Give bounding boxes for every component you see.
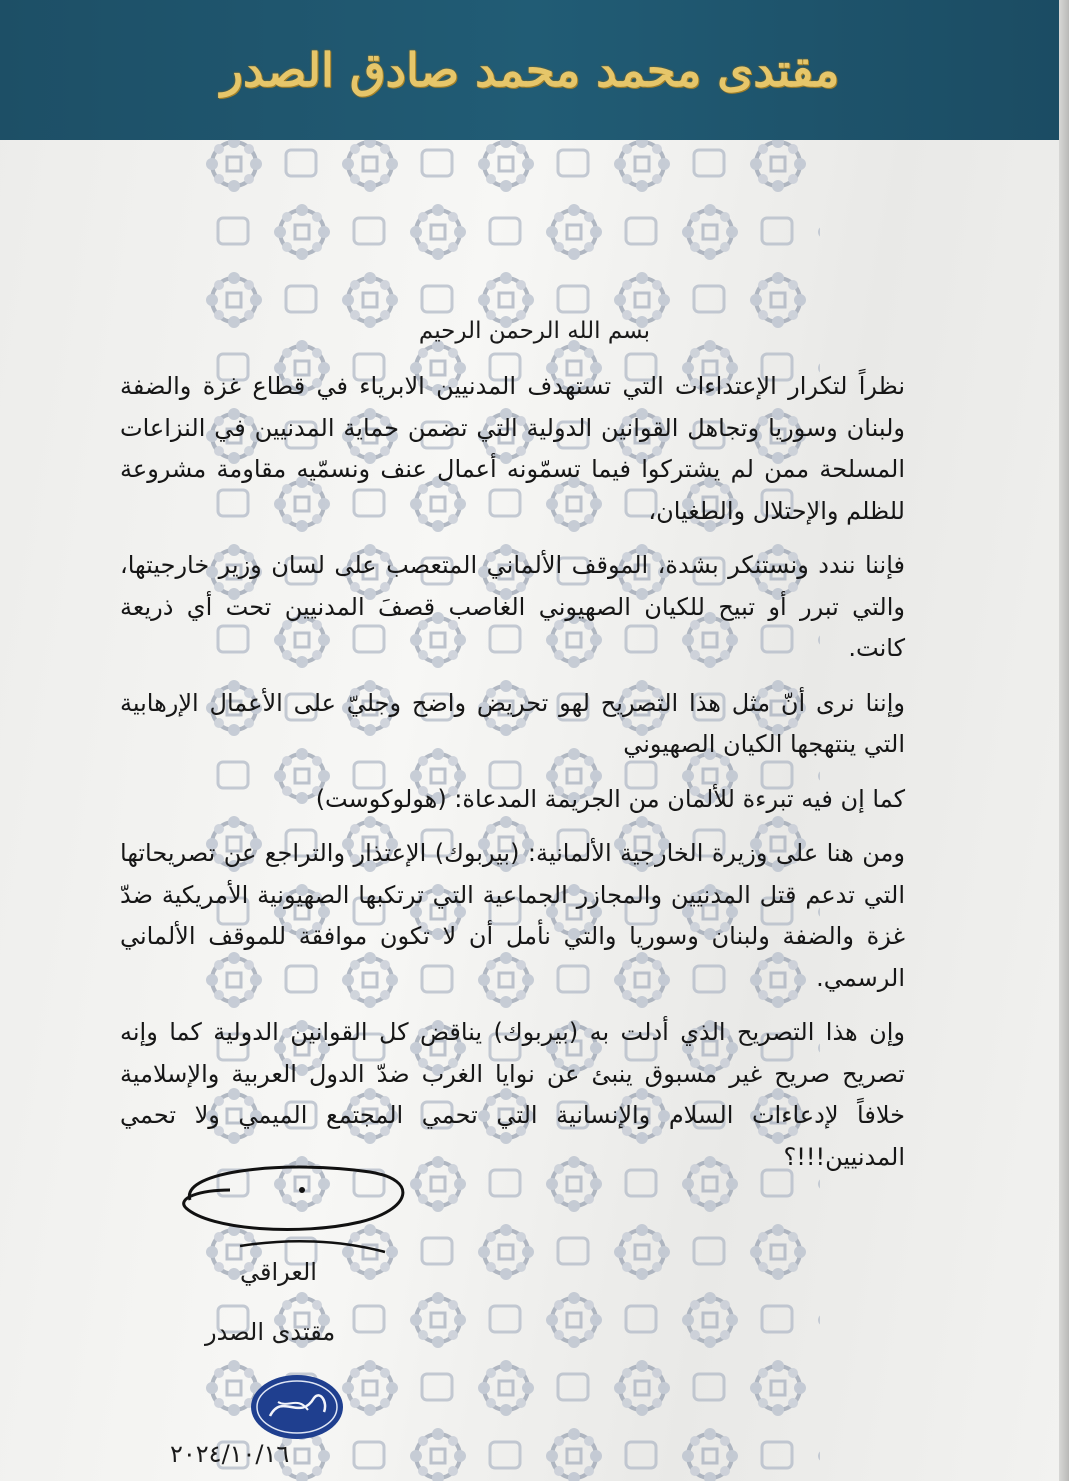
- letter-date: ٢٠٢٤/١٠/١٦: [170, 1440, 290, 1468]
- letterhead-title: مقتدى محمد محمد صادق الصدر: [220, 43, 840, 97]
- handwritten-signature: [170, 1150, 430, 1270]
- seal-stamp-icon: [248, 1372, 346, 1442]
- paragraph-4: كما إن فيه تبرءة للألمان من الجريمة المدعاة: (هولوكوست): [315, 784, 905, 813]
- signature-name: مقتدى الصدر: [205, 1318, 336, 1346]
- letter-body: [120, 366, 905, 1191]
- bismillah: بسم الله الرحمن الرحيم: [418, 318, 651, 344]
- paragraph-1: نظراً لتكرار الإعتداءات التي تستهدف المدنيين الابرياء في قطاع غزة والضفة ولبنان وسوريا وتجاهل القوانين الدولية التي تضمن حماية المدنيين في النزاعات المسلحة ممن لم يشتركوا فيما تسمّونه أعمال عنف ونسمّيه مقاومة مشروعة للظلم والإحتلال والطغيان،: [120, 372, 905, 525]
- paragraph-6: وإن هذا التصريح الذي أدلت به (بيربوك) يناقض كل القوانين الدولية كما وإنه تصريح صريح غير مسبوق ينبئ عن نوايا الغرب ضدّ الدول العربية والإسلامية خلافاً لإدعاءات السلام والإنسانية التي تحمي المجتمع الميمي ولا تحمي المدنيين!!!؟: [120, 1018, 905, 1171]
- page-edge: [1059, 0, 1069, 1481]
- signature-nationality: العراقي: [240, 1258, 317, 1286]
- signature-icon: [170, 1150, 430, 1270]
- letterhead-banner: [0, 0, 1060, 140]
- paragraph-2: فإننا نندد ونستنكر بشدة، الموقف الألماني المتعصب على لسان وزير خارجيتها، والتي تبرر أو تبيح للكيان الصهيوني الغاصب قصفَ المدنيين تحت أي ذريعة كانت.: [120, 551, 905, 662]
- paragraph-3: وإننا نرى أنّ مثل هذا التصريح لهو تحريض واضح وجليّ على الأعمال الإرهابية التي ينتهجها الكيان الصهيوني: [120, 688, 905, 758]
- paragraph-5: ومن هنا على وزيرة الخارجية الألمانية: (بيربوك) الإعتذار والتراجع عن تصريحاتها التي تدعم قتل المدنيين والمجازر الجماعية التي ترتكبها الصهيونية الأمريكية ضدّ غزة والضفة ولبنان وسوريا والتي نأمل أن لا تكون موافقة للموقف الألماني الرسمي.: [120, 839, 905, 992]
